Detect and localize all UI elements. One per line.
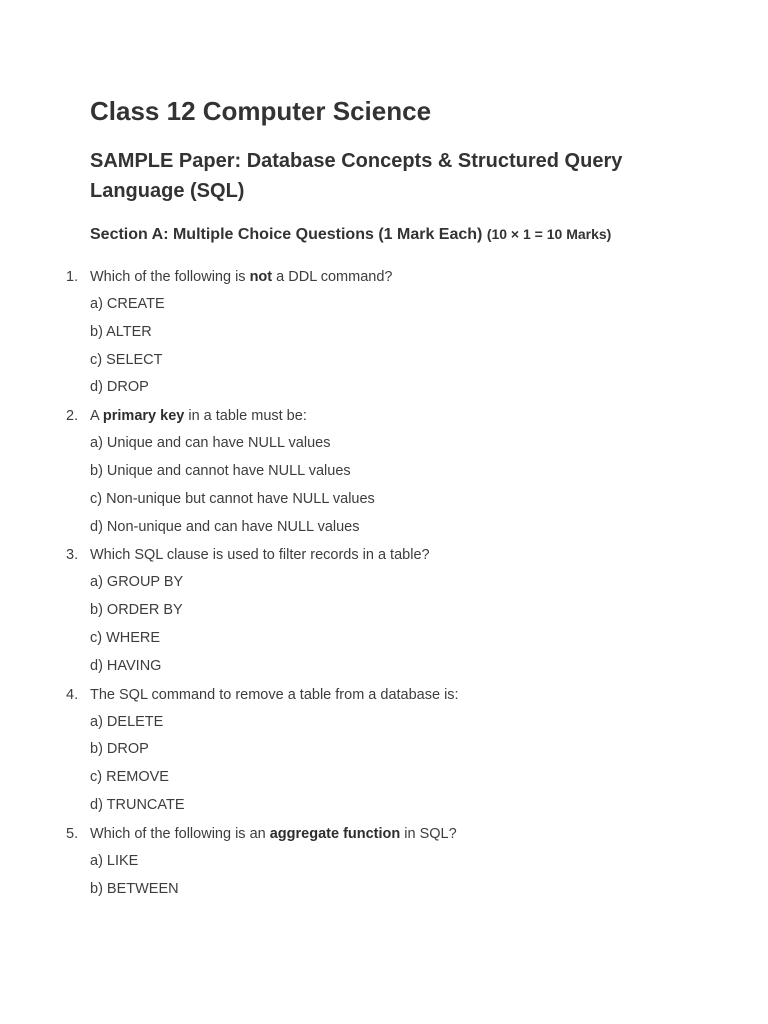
answer-option: b) DROP [90, 741, 149, 758]
answer-option: a) LIKE [90, 852, 139, 869]
paper-subtitle: SAMPLE Paper: Database Concepts & Structured Query Language (SQL) [90, 150, 623, 202]
section-marks: (10 × 1 = 10 Marks) [486, 226, 612, 242]
question-line [0, 263, 768, 291]
question-list [0, 263, 768, 903]
section-heading [90, 222, 611, 247]
answer-option: b) ORDER BY [90, 602, 183, 619]
question-text-part: a DDL command? [272, 269, 393, 285]
answer-option: b) Unique and cannot have NULL values [90, 462, 351, 479]
answer-option: d) Non-unique and can have NULL values [90, 518, 360, 535]
answer-option: a) Unique and can have NULL values [90, 435, 331, 452]
question-text-part: A [90, 408, 103, 425]
answer-option: d) HAVING [90, 657, 162, 674]
question-number: 1. [66, 269, 79, 285]
answer-option: c) Non-unique but cannot have NULL values [90, 490, 375, 507]
question-emphasis: not [249, 269, 273, 285]
answer-option: b) BETWEEN [90, 880, 179, 897]
answer-option: d) DROP [90, 379, 149, 396]
question-emphasis: primary key [102, 408, 185, 425]
answer-option: c) SELECT [90, 351, 163, 368]
answer-option: a) CREATE [90, 296, 165, 312]
section-title: Section A: Multiple Choice Questions (1 Mark Each) [90, 226, 483, 243]
answer-option: c) REMOVE [90, 769, 169, 786]
page-title: Class 12 Computer Science [90, 96, 432, 126]
question-line [0, 541, 768, 569]
question-text-part: Which of the following is [90, 269, 250, 285]
answer-option: b) ALTER [90, 323, 152, 340]
question-text [90, 541, 430, 569]
question-number: 3. [66, 547, 79, 564]
question-text-part: Which SQL clause is used to filter records in a table? [90, 547, 430, 564]
question-emphasis: aggregate function [269, 825, 401, 842]
question-line [0, 681, 768, 709]
question-text [90, 263, 392, 291]
question-number: 4. [66, 686, 79, 703]
question-text-part: in a table must be: [184, 408, 307, 425]
question-item [0, 402, 768, 541]
question-number: 2. [66, 408, 79, 425]
question-text [90, 402, 307, 430]
answer-option: d) TRUNCATE [90, 796, 185, 813]
question-item [0, 820, 768, 904]
question-line [0, 820, 768, 848]
question-line [0, 402, 768, 430]
answer-option: a) GROUP BY [90, 574, 184, 591]
question-text-part: The SQL command to remove a table from a database is: [90, 686, 459, 703]
question-item [0, 263, 768, 402]
question-text [90, 820, 457, 848]
question-item [0, 681, 768, 820]
question-text-part: in SQL? [400, 825, 457, 842]
question-item [0, 541, 768, 680]
answer-option: a) DELETE [90, 713, 164, 730]
question-text [90, 681, 459, 709]
question-text-part: Which of the following is an [90, 825, 270, 842]
question-number: 5. [66, 825, 79, 842]
answer-option: c) WHERE [90, 629, 161, 646]
